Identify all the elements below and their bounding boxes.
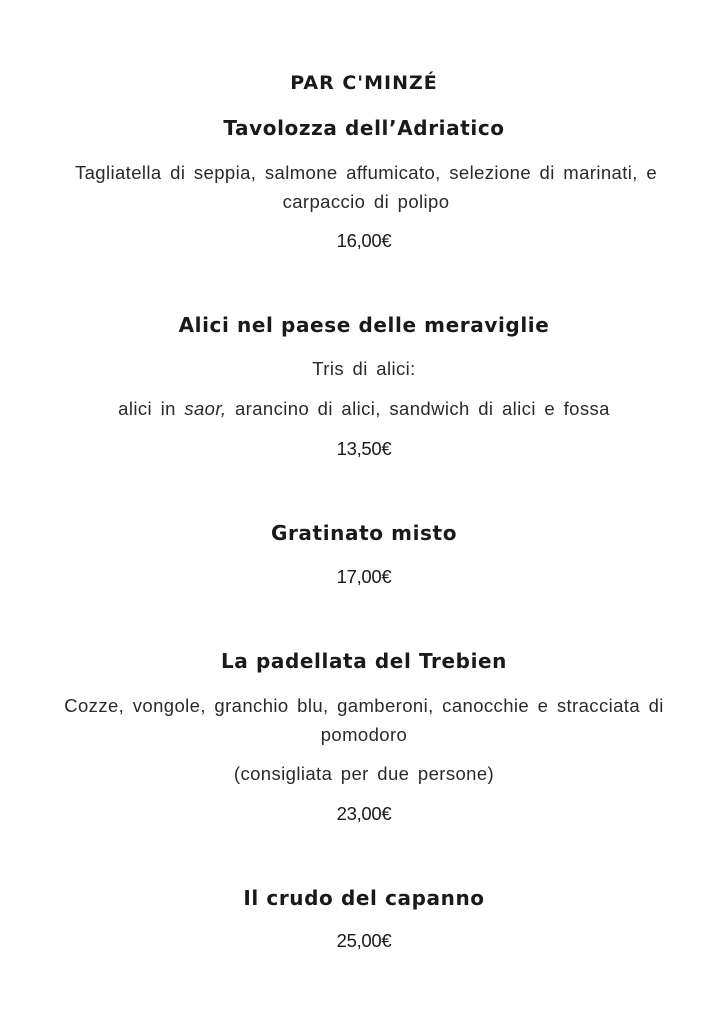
dish-name-tavolozza: Tavolozza dell’Adriatico <box>223 116 505 140</box>
dish-description-alici-italic: saor, <box>184 398 227 419</box>
dish-price-padellata: 23,00€ <box>336 803 392 824</box>
dish-description-padellata: Cozze, vongole, granchio blu, gamberoni, canocchie e stracciata di pomodoro <box>64 695 664 745</box>
dish-price-alici: 13,50€ <box>336 438 392 459</box>
dish-price-crudo: 25,00€ <box>336 930 392 951</box>
dish-description-alici-post: arancino di alici, sandwich di alici e fossa <box>226 398 610 419</box>
dish-description-tavolozza: Tagliatella di seppia, salmone affumicato, selezione di marinati, e carpaccio di polipo <box>74 162 658 212</box>
dish-intro-alici: Tris di alici: <box>312 358 416 379</box>
dish-name-padellata: La padellata del Trebien <box>220 649 508 673</box>
dish-price-tavolozza: 16,00€ <box>336 230 392 251</box>
section-title: PAR C'MINZÉ <box>290 72 438 94</box>
dish-name-alici: Alici nel paese delle meraviglie <box>178 313 550 337</box>
dish-name-gratinato: Gratinato misto <box>270 521 458 545</box>
dish-name-crudo: Il crudo del capanno <box>243 886 485 910</box>
dish-description-alici <box>36 398 692 420</box>
dish-price-gratinato: 17,00€ <box>336 566 392 587</box>
dish-description-alici-pre: alici in <box>118 398 185 419</box>
dish-note-padellata: (consigliata per due persone) <box>233 763 495 784</box>
